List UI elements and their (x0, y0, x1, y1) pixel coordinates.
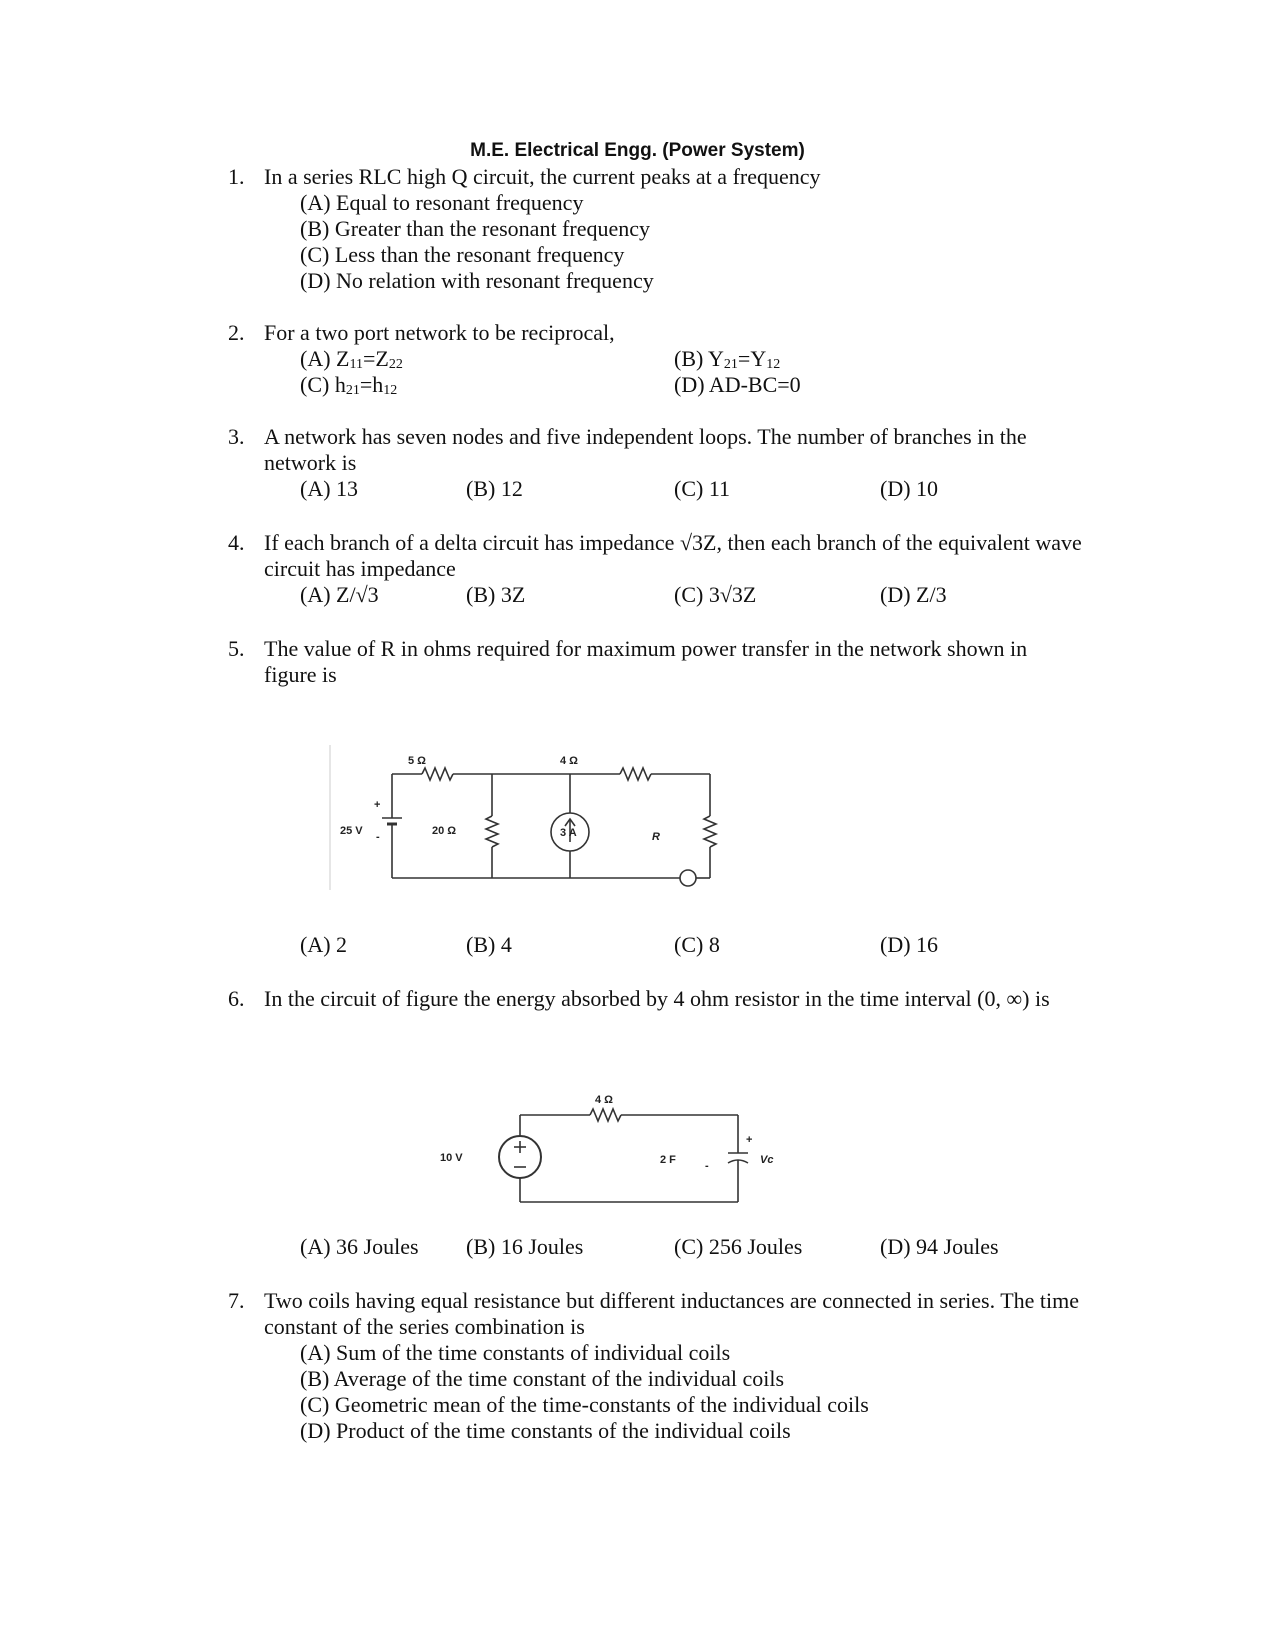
option-b: (B) Greater than the resonant frequency (300, 216, 651, 241)
plus-sign: + (746, 1134, 753, 1146)
resistor-5ohm-label: 5 Ω (408, 755, 426, 767)
voltage-source-label: 25 V (340, 825, 363, 837)
option-b: (B) 12 (466, 476, 523, 501)
question-number: 5. (228, 636, 245, 661)
option-b: (B) $Y_{21}=Y_{12}$ (674, 346, 781, 372)
load-resistor-label: R (652, 831, 660, 843)
question-text: In a series RLC high Q circuit, the current peaks at a frequency (264, 164, 821, 189)
option-c: (C) 3√3Z (674, 582, 757, 607)
minus-sign: - (376, 831, 380, 843)
question-text: If each branch of a delta circuit has impedance √3Z, then each branch of the equivalent wave circuit has impedance (264, 530, 1082, 581)
resistor-20ohm-label: 20 Ω (432, 825, 457, 837)
question-text: In the circuit of figure the energy absorbed by 4 ohm resistor in the time interval (0, ∞) is (264, 986, 1050, 1011)
option-c: (C) $h_{21}=h_{12}$ (300, 372, 398, 398)
question-number: 4. (228, 530, 245, 555)
option-c: (C) 256 Joules (674, 1234, 803, 1259)
option-a: (A) Equal to resonant frequency (300, 190, 584, 215)
minus-sign: - (705, 1160, 709, 1172)
option-c: (C) 8 (674, 932, 720, 957)
question-text: A network has seven nodes and five independent loops. The number of branches in the network is (264, 424, 1027, 475)
option-c: (C) Geometric mean of the time-constants of the individual coils (300, 1392, 869, 1417)
option-a: (A) 36 Joules (300, 1234, 419, 1259)
option-b: (B) 16 Joules (466, 1234, 584, 1259)
current-source-label: 3 A (560, 827, 577, 839)
option-a: (A) Sum of the time constants of individual coils (300, 1340, 731, 1365)
question-number: 7. (228, 1288, 245, 1313)
question-number: 6. (228, 986, 245, 1011)
question-text: The value of R in ohms required for maximum power transfer in the network shown in figure is (264, 636, 1028, 687)
question-number: 2. (228, 320, 245, 345)
option-d: (D) AD-BC=0 (674, 372, 801, 397)
option-d: (D) 10 (880, 476, 939, 501)
voltage-source-label: 10 V (440, 1152, 463, 1164)
option-a: (A) 2 (300, 932, 348, 957)
capacitor-label: 2 F (660, 1154, 676, 1166)
option-d: (D) Product of the time constants of the individual coils (300, 1418, 791, 1443)
option-c: (C) Less than the resonant frequency (300, 242, 625, 267)
option-d: (D) Z/3 (880, 582, 947, 607)
option-a: (A) 13 (300, 476, 359, 501)
option-b: (B) 4 (466, 932, 512, 957)
capacitor-voltage-label: Vc (760, 1154, 774, 1166)
option-d: (D) 94 Joules (880, 1234, 999, 1259)
question-number: 3. (228, 424, 245, 449)
max-power-circuit-diagram (320, 740, 740, 905)
option-b: (B) Average of the time constant of the individual coils (300, 1366, 785, 1391)
resistor-4ohm-label: 4 Ω (595, 1094, 613, 1106)
question-number: 1. (228, 164, 245, 189)
rc-circuit-diagram (430, 1085, 810, 1215)
option-d: (D) 16 (880, 932, 939, 957)
option-a: (A) Z/√3 (300, 582, 379, 607)
option-c: (C) 11 (674, 476, 731, 501)
resistor-4ohm-label: 4 Ω (560, 755, 578, 767)
option-a: (A) $Z_{11}=Z_{22}$ (300, 346, 403, 372)
question-text: Two coils having equal resistance but different inductances are connected in series. The time constant of the series combination is (264, 1288, 1080, 1339)
option-b: (B) 3Z (466, 582, 526, 607)
plus-sign: + (374, 799, 381, 811)
question-text: For a two port network to be reciprocal, (264, 320, 615, 345)
option-d: (D) No relation with resonant frequency (300, 268, 654, 293)
page-title: M.E. Electrical Engg. (Power System) (470, 140, 805, 161)
